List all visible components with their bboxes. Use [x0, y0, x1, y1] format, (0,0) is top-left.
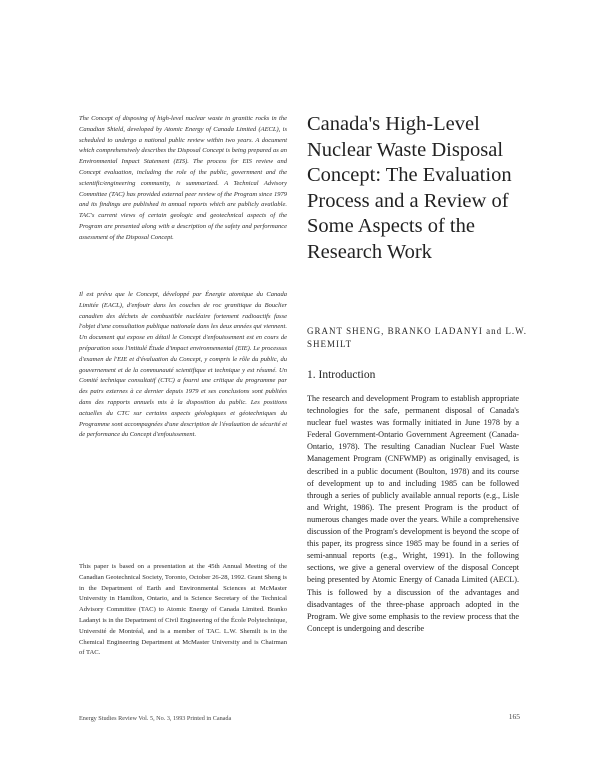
page-number: 165 [508, 712, 520, 721]
introduction-body-text: The research and development Program to establish appropriate technologies for the safe, permanent disposal of Canada's nuclear fuel wastes was formally initiated in June 1978 by a Federal Government-Ontario Government Agreement (Canada-Ontario, 1978). The resulting Canadian Nuclear Fuel Waste Management Program (CNFWMP) as originally envisaged, is described in a public document (Boulton, 1978) and its course of development up to and including 1985 can be followed through a series of publicly available annual reports (e.g., Lisle and Wright, 1986). The present Program is the product of numerous changes made over the years. While a comprehensive discussion of the Program's development is beyond the scope of this paper, its progress since 1985 may be found in a series of semi-annual reports (e.g., Wright, 1991). In the following sections, we give a general overview of the disposal Concept being presented by Atomic Energy of Canada Limited (AECL). This is followed by a discussion of the advantages and disadvantages of the three-phase approach adopted in the Program. We give some emphasis to the review process that the Concept is undergoing and describe [307, 394, 519, 633]
section-heading-introduction: 1. Introduction [307, 369, 376, 381]
abstract-french: Il est prévu que le Concept, développé par Énergie atomique du Canada Limitée (EACL), d'enfouir dans les couches de roc granitique du Bouclier canadien des déchets de combustible nucléaire fortement radioactifs fasse l'objet d'une consultation publique nationale dans les deux années qui viennent. Un document qui expose en détail le Concept d'enfouissement est en cours de préparation sous l'intitulé Étude d'impact environnemental (EIE). Le processus d'examen de l'EIE et d'évaluation du Concept, y compris le rôle du public, du gouvernement et de la communauté scientifique et technique y est résumé. Un Comité technique consultatif (CTC) a fourni une critique du programme par des pairs externes à ce dernier depuis 1979 et ses conclusions sont publiées dans des rapports annuels mis à la disposition du public. Les positions actuelles du CTC sur certains aspects géologiques et géotechniques du Programme sont accompagnées d'une description de l'évaluation de sécurité et de performance du Concept d'enfouissement. [79, 291, 287, 439]
journal-footer: Energy Studies Review Vol. 5, No. 3, 1993 Printed in Canada [79, 715, 232, 722]
article-title: Canada's High-Level Nuclear Waste Disposal Concept: The Evaluation Process and a Review of Some Aspects of the Research Work [307, 113, 512, 263]
article-authors: GRANT SHENG, BRANKO LADANYI and L.W. SHEMILT [307, 326, 527, 349]
author-affiliation-note: This paper is based on a presentation at the 45th Annual Meeting of the Canadian Geotechnical Society, Toronto, October 26-28, 1992. Grant Sheng is in the Department of Earth and Environmental Sciences at McMaster University in Hamilton, Ontario, and is Science Secretary of the Technical Advisory Committee (TAC) to Atomic Energy of Canada Limited. Branko Ladanyi is in the Department of Civil Engineering of the École Polytechnique, Université de Montréal, and is a member of TAC. L.W. Shemilt is in the Chemical Engineering Department at McMaster University and is Chairman of TAC. [79, 563, 287, 657]
abstract-english: The Concept of disposing of high-level nuclear waste in granitic rocks in the Canadian Shield, developed by Atomic Energy of Canada Limited (AECL), is scheduled to undergo a national public review within two years. A document which comprehensively describes the Disposal Concept is being prepared as an Environmental Impact Statement (EIS). The process for EIS review and Concept evaluation, including the role of the public, government and the scientific/engineering community, is summarized. A Technical Advisory Committee (TAC) has provided external peer review of the Program since 1979 and its findings are published in annual reports which are publicly available. TAC's current views of certain geologic and geotechnical aspects of the Program are presented along with a description of the safety and performance assessment of the Disposal Concept. [79, 115, 287, 241]
